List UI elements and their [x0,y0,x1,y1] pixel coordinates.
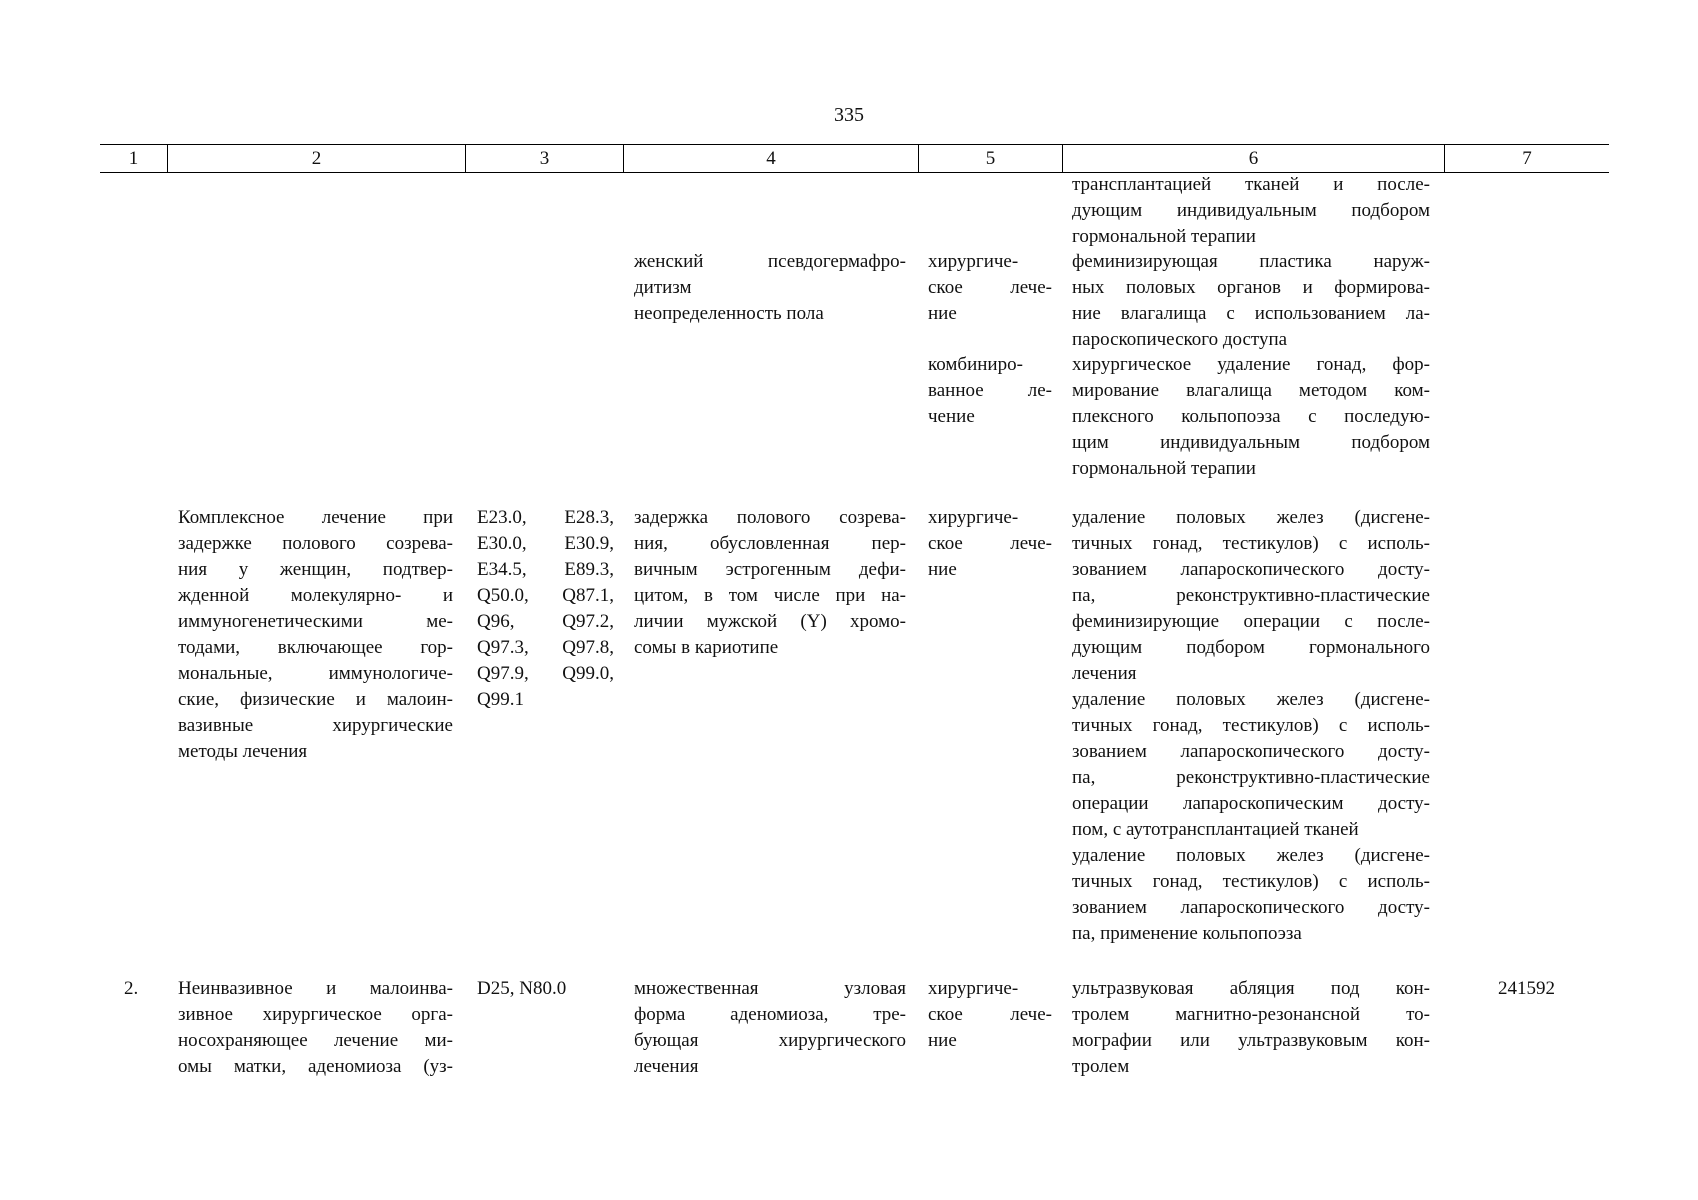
header-col-7: 7 [1444,145,1609,172]
header-col-1: 1 [128,148,139,169]
header-col-5: 5 [918,145,1062,172]
block1-col5-treatment-a: хирургиче- ское лече- ние [928,251,1052,324]
header-col-6: 6 [1062,145,1444,172]
block1-col6-method-b: хирургическое удаление гонад, фор- мирование влагалища методом ком- плексного кольпопоэза с последую- щим индивидуальным подбором гормональной терапии [1072,354,1430,479]
block2-col3-codes: E23.0, E28.3, E30.0, E30.9, E34.5, E89.3, Q50.0, Q87.1, Q96, Q97.2, Q97.3, Q97.8, Q97.9, Q99.0, Q99.1 [477,507,614,710]
block3-col5-treatment: хирургиче- ское лече- ние [928,978,1052,1051]
header-col-4: 4 [623,145,918,172]
block2-col5-treatment: хирургиче- ское лече- ние [928,507,1052,580]
block2-col2-name: Комплексное лечение при задержке полового созрева- ния у женщин, подтвер- жденной молекулярно- и иммуногенетическими ме- тодами, включающее гор- мональные, иммунологиче- ские, физические и малоин- вазивные хирургические методы лечения [178,507,453,762]
block1-col5-treatment-b: комбиниро- ванное ле- чение [928,354,1052,427]
block2-col6-method: удаление половых желез (дисгене- тичных гонад, тестикулов) с исполь- зованием лапароскопического досту- па, реконструктивно-пластические феминизирующие операции с после- дующим подбором гормонального лечения удаление половых желез (дисгене- тичных гонад, тестикулов) с исполь- зованием лапароскопического досту- па, реконструктивно-пластические операции лапароскопическим досту- пом, с аутотрансплантацией тканей удаление половых желез (дисгене- тичных гонад, тестикулов) с исполь- зованием лапароскопического досту- па, применение кольпопоэза [1072,507,1430,944]
block3-col4-diagnosis: множественная узловая форма аденомиоза, тре- бующая хирургического лечения [634,978,906,1077]
block3-col1-number: 2. [124,978,139,999]
table-header-row [100,144,1609,173]
block3-col3-codes: D25, N80.0 [477,978,567,999]
page-number: 335 [834,104,864,126]
block2-col4-diagnosis: задержка полового созрева- ния, обусловленная пер- вичным эстрогенным дефи- цитом, в том числе при на- личии мужской (Y) хромо- сомы в кариотипе [634,507,906,658]
block1-col4-diagnosis: женский псевдогермафро- дитизм неопределенность пола [634,251,906,324]
block3-col2-name: Неинвазивное и малоинва- зивное хирургическое орга- носохраняющее лечение ми- омы матки, аденомиоза (уз- [178,978,453,1077]
header-col-2: 2 [167,145,465,172]
header-col-3: 3 [465,145,623,172]
block1-col6-method-a: феминизирующая пластика наруж- ных половых органов и формирова- ние влагалища с использованием ла- пароскопического доступа [1072,251,1430,350]
block3-col6-method: ультразвуковая абляция под кон- тролем магнитно-резонансной то- мографии или ультразвуковым кон- тролем [1072,978,1430,1077]
block3-col7-cost: 241592 [1498,978,1555,999]
block1-col6-continued: трансплантацией тканей и после- дующим индивидуальным подбором гормональной терапии [1072,174,1430,247]
